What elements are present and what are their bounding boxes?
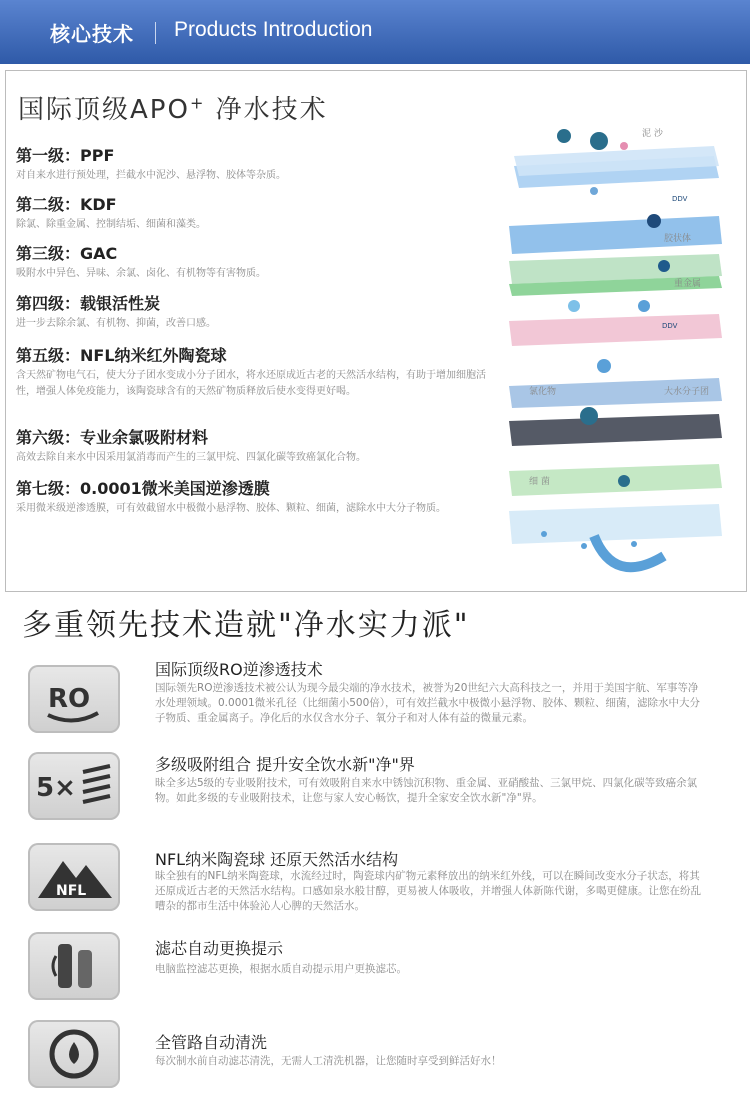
feature-desc: 每次制水前自动滤芯清洗，无需人工清洗机器，让您随时享受到鲜活好水！ — [155, 1055, 502, 1067]
filter-layer-6 — [509, 414, 722, 446]
level-title: 第七级：0.0001微米美国逆渗透膜 — [16, 479, 270, 498]
main-title-sup: + — [189, 93, 206, 113]
label-large-water-cluster: 大水分子团 — [664, 387, 710, 397]
level-title: 第一级：PPF — [16, 146, 115, 165]
level-5 — [16, 343, 486, 400]
level-6 — [16, 425, 486, 466]
feature-desc: 国际领先RO逆渗透技术被公认为现今最尖端的净水技术，被誉为20世纪六大高科技之一，并用于美国宇航、军事等净水处理领域。0.0001微米孔径（比细菌小500倍），可有效拦截水中极微小悬浮物、胶体、颗粒、细菌，滤除水中大分子物质、重金属离子。净化后的水仅含水分子、氧分子和对人体有益的微量元素。 — [155, 682, 701, 724]
filter-layer-1 — [514, 146, 719, 188]
main-title-suffix: 净水技术 — [205, 95, 328, 125]
level-title: 第四级：载银活性炭 — [16, 294, 161, 313]
feature-title: 国际顶级RO逆渗透技术 — [155, 660, 323, 679]
feature-desc: 昧全独有的NFL纳米陶瓷球，水流经过时，陶瓷球内矿物元素释放出的纳米红外线，可以在瞬间改变水分子状态，将其还原成近古老的天然活水结构。口感如泉水般甘醇，更易被人体吸收，并增强人体新陈代谢，多喝更健康。让您在纷乱嘈杂的都市生活中体验沁人心脾的天然活水。 — [155, 870, 701, 912]
auto-clean-icon — [28, 1020, 120, 1088]
level-desc: 采用微米级逆渗透膜，可有效截留水中极微小悬浮物、胶体、颗粒、细菌，滤除水中大分子物质。 — [16, 503, 446, 514]
header-bar — [0, 0, 750, 64]
header-separator — [155, 22, 156, 44]
label-bacteria: 细 菌 — [529, 477, 550, 487]
label-chloride: 氯化物 — [529, 387, 557, 397]
main-title-prefix: 国际顶级APO — [18, 95, 190, 125]
level-desc: 除氯、除重金属、控制结垢、细菌和藻类。 — [16, 219, 206, 230]
label-heavy-metal: 重金属 — [674, 279, 702, 289]
level-1 — [16, 143, 486, 184]
level-4 — [16, 291, 486, 332]
label-silt: 泥 沙 — [642, 129, 663, 139]
level-desc: 进一步去除余氯、有机物、抑菌，改善口感。 — [16, 318, 216, 329]
main-title — [18, 89, 328, 126]
feature-title: 多级吸附组合 提升安全饮水新"净"界 — [155, 755, 415, 774]
label-ddv-2: DDV — [662, 322, 678, 330]
level-7 — [16, 476, 486, 517]
section2-title: 多重领先技术造就"净水实力派" — [22, 608, 470, 643]
feature-title: 全管路自动清洗 — [155, 1033, 268, 1052]
feature-desc: 电脑监控滤芯更换，根据水质自动提示用户更换滤芯。 — [155, 963, 407, 975]
ro-icon — [28, 665, 120, 733]
level-title: 第三级：GAC — [16, 244, 118, 263]
label-colloid: 胶状体 — [664, 234, 692, 244]
filter-layer-8 — [509, 504, 722, 544]
label-ddv-1: DDV — [672, 195, 688, 203]
level-title: 第二级：KDF — [16, 195, 117, 214]
filter-layers-illustration — [504, 116, 734, 586]
nfl-icon-text: NFL — [56, 883, 87, 899]
feature-desc: 昧全多达5级的专业吸附技术，可有效吸附自来水中锈蚀沉积物、重金属、亚硝酸盐、三氯甲烷、四氯化碳等致癌余氯物。如此多级的专业吸附技术，让您与家人安心畅饮，提升全家安全饮水新"净"界。 — [155, 777, 698, 804]
level-3 — [16, 241, 486, 282]
nfl-icon — [28, 843, 120, 911]
level-desc: 含天然矿物电气石，使大分子团水变成小分子团水，将水还原成近古老的天然活水结构，有助于增加细胞活性，增强人体免疫能力，该陶瓷球含有的天然矿物质释放后使水变得更好喝。 — [16, 370, 486, 397]
level-desc: 对自来水进行预处理，拦截水中泥沙、悬浮物、胶体等杂质。 — [16, 170, 286, 181]
ro-icon-text: RO — [48, 684, 91, 714]
water-flow-arrow — [594, 536, 664, 567]
header-title: 核心技术 — [50, 22, 134, 46]
level-title: 第五级：NFL纳米红外陶瓷球 — [16, 346, 227, 365]
apo-technology-panel — [5, 70, 747, 592]
multi-layer-icon-text: 5× — [36, 773, 76, 803]
level-2 — [16, 192, 486, 233]
feature-title: NFL纳米陶瓷球 还原天然活水结构 — [155, 850, 399, 869]
header-subtitle: Products Introduction — [174, 18, 373, 41]
filter-cartridge-icon — [28, 932, 120, 1000]
level-desc: 吸附水中异色、异味、余氯、卤化、有机物等有害物质。 — [16, 268, 266, 279]
feature-title: 滤芯自动更换提示 — [155, 939, 284, 958]
level-title: 第六级：专业余氯吸附材料 — [16, 428, 209, 447]
filter-layer-4 — [509, 314, 722, 346]
level-desc: 高效去除自来水中因采用氯消毒而产生的三氯甲烷、四氯化碳等致癌氯化合物。 — [16, 452, 366, 463]
multi-layer-icon — [28, 752, 120, 820]
